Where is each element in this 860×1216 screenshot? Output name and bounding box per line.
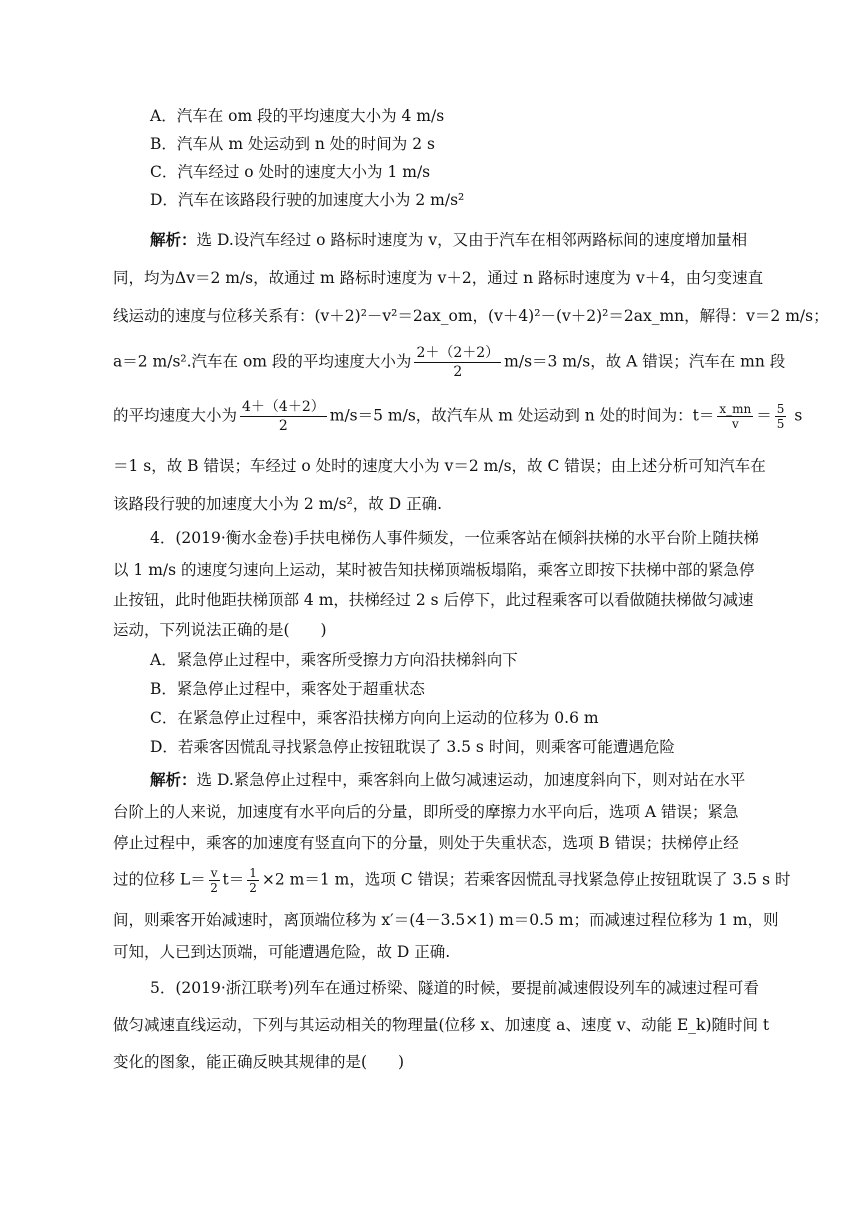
fraction: $\frac{1}{2}$ bbox=[249, 866, 257, 895]
q4-solution-line-4: 过的位移 L＝ $\frac{v}{2}$ t＝ $\frac{1}{2}$ ×2 m＝1 m，选项 C 错误；若乘客因慌乱寻找紧急停止按钮耽误了 3.5 s 时 bbox=[113, 866, 791, 895]
fraction: $\frac{2+(2+2)}{2}$ bbox=[416, 345, 500, 380]
fraction: $\frac{x\_mn}{v}$ bbox=[719, 402, 752, 431]
q4-solution-line-1: 解析：选 D.紧急停止过程中，乘客斜向上做匀减速运动，加速度斜向下，则对站在水平 bbox=[150, 770, 746, 789]
q4-option-c: C．在紧急停止过程中，乘客沿扶梯方向向上运动的位移为 0.6 m bbox=[150, 709, 599, 727]
q4-stem-line-2: 以 1 m/s 的速度匀速向上运动，某时被告知扶梯顶端板塌陷，乘客立即按下扶梯中部的紧急停 bbox=[113, 561, 755, 579]
fraction: $\frac{4+(4+2)}{2}$ bbox=[242, 399, 325, 434]
q3-solution-line-4: a＝2 m/s².汽车在 om 段的平均速度大小为 $\frac{2+(2+2)}{2}$ m/s＝3 m/s，故 A 错误；汽车在 mn 段 bbox=[113, 345, 786, 380]
q4-stem-line-3: 止按钮，此时他距扶梯顶部 4 m，扶梯经过 2 s 后停下，此过程乘客可以看做随扶梯做匀减速 bbox=[113, 591, 754, 609]
solution-label: 解析： bbox=[150, 770, 197, 789]
fraction: $\frac{5}{5}$ bbox=[776, 402, 785, 431]
q4-solution-line-5: 间，则乘客开始减速时，离顶端位移为 x′＝(4－3.5×1) m＝0.5 m；而减速过程位移为 1 m，则 bbox=[113, 911, 779, 929]
fraction: $\frac{v}{2}$ bbox=[210, 866, 218, 895]
q5-stem-line-2: 做匀减速直线运动，下列与其运动相关的物理量(位移 x、加速度 a、速度 v、动能 E_k)随时间 t bbox=[113, 1016, 770, 1034]
q3-option-a: A．汽车在 om 段的平均速度大小为 4 m/s bbox=[150, 107, 445, 125]
q3-solution-line-1: 解析：选 D.设汽车经过 o 路标时速度为 v，又由于汽车在相邻两路标间的速度增加量相 bbox=[150, 230, 748, 249]
q4-option-b: B．紧急停止过程中，乘客处于超重状态 bbox=[150, 680, 425, 698]
q4-solution-line-3: 停止过程中，乘客的加速度有竖直向下的分量，则处于失重状态，选项 B 错误；扶梯停止经 bbox=[113, 834, 739, 852]
q4-stem-line-1: 4．(2019·衡水金卷)手扶电梯伤人事件频发，一位乘客站在倾斜扶梯的水平台阶上随扶梯 bbox=[150, 529, 759, 547]
q4-stem-line-4: 运动，下列说法正确的是( ) bbox=[113, 621, 327, 639]
q3-option-c: C．汽车经过 o 处时的速度大小为 1 m/s bbox=[150, 163, 431, 181]
q4-option-a: A．紧急停止过程中，乘客所受擦力方向沿扶梯斜向下 bbox=[150, 651, 518, 669]
q3-solution-line-5: 的平均速度大小为 $\frac{4+(4+2)}{2}$ m/s＝5 m/s，故汽车从 m 处运动到 n 处的时间为：t＝ $\frac{x\_mn}{v}$ ＝ $\frac{5}{5}$ s bbox=[113, 399, 803, 434]
q4-solution-line-6: 可知，人已到达顶端，可能遭遇危险，故 D 正确. bbox=[113, 943, 451, 961]
q5-stem-line-3: 变化的图象，能正确反映其规律的是( ) bbox=[113, 1053, 405, 1071]
q3-option-d: D．汽车在该路段行驶的加速度大小为 2 m/s² bbox=[150, 191, 465, 209]
q3-option-b: B．汽车从 m 处运动到 n 处的时间为 2 s bbox=[150, 135, 435, 153]
q4-solution-line-2: 台阶上的人来说，加速度有水平向后的分量，即所受的摩擦力水平向后，选项 A 错误；紧急 bbox=[113, 803, 739, 821]
q5-stem-line-1: 5．(2019·浙江联考)列车在通过桥梁、隧道的时候，要提前减速假设列车的减速过程可看 bbox=[150, 979, 759, 997]
q4-option-d: D．若乘客因慌乱寻找紧急停止按钮耽误了 3.5 s 时间，则乘客可能遭遇危险 bbox=[150, 738, 675, 756]
q3-solution-line-6: ＝1 s，故 B 错误；车经过 o 处时的速度大小为 v＝2 m/s，故 C 错误；由上述分析可知汽车在 bbox=[113, 457, 766, 475]
q3-solution-line-7: 该路段行驶的加速度大小为 2 m/s²，故 D 正确. bbox=[113, 495, 443, 513]
q3-solution-line-2: 同，均为Δv＝2 m/s，故通过 m 路标时速度为 v＋2，通过 n 路标时速度为 v＋4，由匀变速直 bbox=[113, 269, 764, 287]
q3-solution-line-3: 线运动的速度与位移关系有：(v＋2)²－v²＝2ax_om，(v＋4)²－(v＋2)²＝2ax_mn，解得：v＝2 m/s； bbox=[113, 307, 829, 325]
solution-label: 解析： bbox=[150, 230, 197, 249]
